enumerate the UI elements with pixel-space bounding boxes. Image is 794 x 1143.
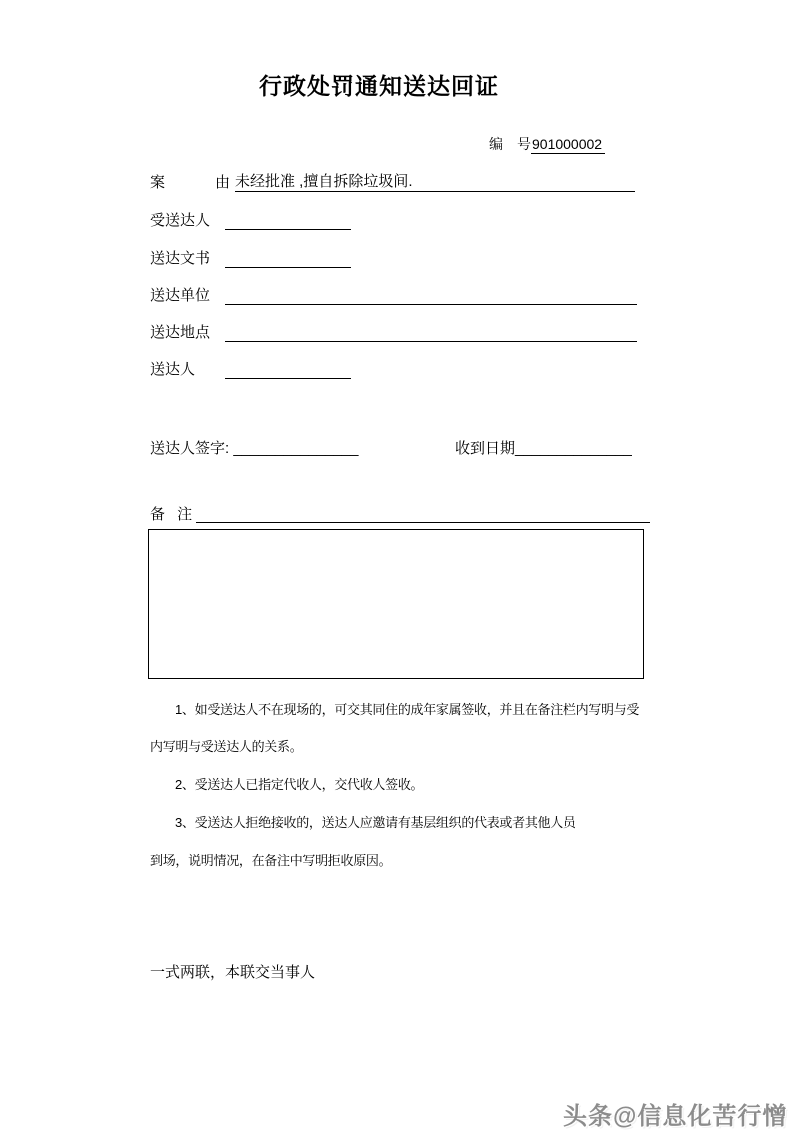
remark-box <box>148 529 644 679</box>
serial-number-row <box>489 134 605 154</box>
note-2: 2、受送达人已指定代收人，交代收人签收。 <box>175 777 424 792</box>
note-3-line-1: 3、受送达人拒绝接收的，送达人应邀请有基层组织的代表或者其他人员 <box>175 815 576 830</box>
receive-date-item <box>455 440 632 458</box>
served-document-label: 送达文书 <box>150 250 211 267</box>
page-title: 行政处罚通知送达回证 <box>259 73 499 99</box>
serving-place-label: 送达地点 <box>150 324 211 341</box>
server-signature-label: 送达人签字: <box>150 440 230 457</box>
remark-header-line <box>196 522 650 523</box>
remark-header <box>150 506 650 524</box>
recipient-row <box>150 212 351 230</box>
remark-label: 备 注 <box>150 506 197 523</box>
served-document-row <box>150 250 351 268</box>
recipient-label: 受送达人 <box>150 212 211 229</box>
server-signature-blank: _______________ <box>233 440 359 457</box>
server-label: 送达人 <box>150 361 196 378</box>
serving-unit-blank-line <box>225 304 637 305</box>
server-blank-line <box>225 378 351 379</box>
receive-date-blank: ______________ <box>515 440 632 457</box>
note-3-line-2: 到场，说明情况，在备注中写明拒收原因。 <box>150 853 392 868</box>
server-signature-item <box>150 440 358 458</box>
case-reason-row <box>150 172 635 192</box>
serving-unit-label: 送达单位 <box>150 287 211 304</box>
serving-place-row <box>150 324 637 342</box>
server-row <box>150 361 351 379</box>
serving-place-blank-line <box>225 341 637 342</box>
case-reason-value: 未经批准 ,擅自拆除垃圾间. <box>235 172 635 192</box>
note-1-line-2: 内写明与受送达人的关系。 <box>150 739 303 754</box>
serial-label: 编 号 <box>489 136 531 152</box>
receive-date-label: 收到日期 <box>455 440 516 457</box>
case-reason-label: 案 由 <box>150 174 230 191</box>
served-document-blank-line <box>225 267 351 268</box>
note-1-line-1: 1、如受送达人不在现场的，可交其同住的成年家属签收，并且在备注栏内写明与受 <box>175 702 640 717</box>
copy-instruction: 一式两联，本联交当事人 <box>150 964 316 981</box>
serial-value: 901000002 <box>531 136 605 154</box>
serving-unit-row <box>150 287 637 305</box>
watermark: 头条@信息化苦行憎 <box>563 1103 788 1130</box>
recipient-blank-line <box>225 229 351 230</box>
